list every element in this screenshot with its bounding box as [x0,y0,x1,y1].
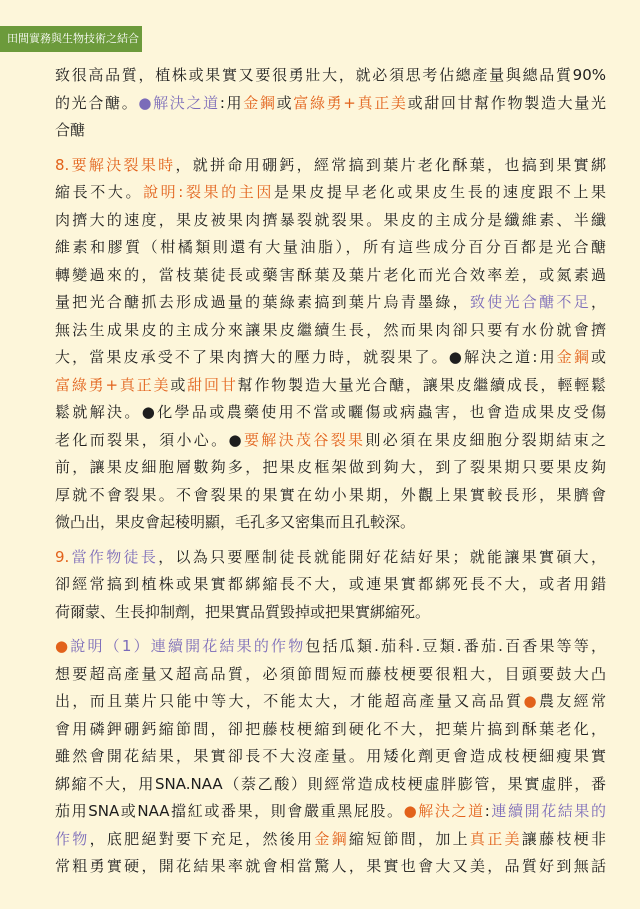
highlighted-text: ●解決之道 [403,802,485,820]
highlighted-text: 要解決茂谷裂果 [243,430,366,449]
chapter-header-title: 田間實務與生物技術之結合 [7,32,139,45]
text-line [55,344,606,372]
highlighted-text: 當作物徒長 [69,547,159,566]
text-line [55,399,606,427]
chapter-header-tab [0,26,142,52]
body-text: 卻經常搞到植株或果實都綁縮長不大，或連果實都綁死長不大，或者用錯 [55,575,606,593]
body-text: 出，而且葉片只能中等大，不能太大，才能超高產量又高品質 [55,692,524,710]
text-line [55,454,606,482]
text-line [55,482,606,510]
body-text: 微凸出，果皮會起稜明顯，毛孔多又密集而且孔較深。 [55,513,416,531]
highlighted-text: 金鋼 [314,829,349,848]
highlighted-text: 說明:裂果的主因 [143,183,274,201]
body-text: 包括瓜類.茄科.豆類.番茄.百香果等等， [305,637,607,655]
body-text: 或甜回甘幫作物製造大量光 [407,93,606,112]
highlighted-text: 說明（1）連續開花結果的作物 [70,637,306,655]
body-text: ，就拼命用硼鈣，經常搞到葉片老化酥葉，也搞到果實綁 [175,155,606,174]
body-text: 肉擠大的速度，果皮被果肉擠暴裂就裂果。果皮的主成分是纖維素、半纖 [55,210,606,229]
highlighted-text: ●解決之道 [138,93,220,112]
text-line [55,289,606,317]
body-text: 致很高品質，植株或果實又要很勇壯大，就必須思考佔總產量與總品質90% [55,66,606,84]
highlighted-text: 9. [55,547,70,566]
highlighted-text: 8.要解決裂果時 [55,155,176,174]
document-body [55,62,606,888]
text-line [55,62,606,90]
text-line [55,633,606,661]
body-text: 無法生成果皮的主成分來讓果皮繼續生長，然而果肉卻只要有水份就會擠 [55,320,606,339]
text-line [55,317,606,345]
text-line [55,716,606,744]
text-line [55,771,606,799]
body-text: 則必須在果皮細胞分裂期結束之 [365,430,606,449]
highlighted-text: 真正美 [469,829,522,848]
highlighted-text: 富綠勇+真正美 [293,93,408,112]
highlighted-text: 富綠勇+真正美 [55,375,171,394]
body-text: 或 [170,375,188,394]
body-text: 荷爾蒙、生長抑制劑，把果實品質毀掉或把果實綁縮死。 [55,602,431,621]
paragraph [55,633,606,881]
text-line [55,509,606,537]
body-text: 老化而裂果，須小心。● [55,430,244,449]
body-text: 量把光合醣抓去形成過量的葉綠素搞到葉片烏青墨綠， [55,293,470,311]
highlighted-text: 金鋼 [243,93,277,112]
highlighted-text: 甜回甘 [187,375,238,394]
text-line [55,234,606,262]
text-line [55,262,606,290]
text-line [55,688,606,716]
text-line [55,152,606,180]
body-text: 幫作物製造大量光合醣，讓果皮繼續成長，輕輕鬆 [237,375,606,394]
text-line [55,599,606,627]
body-text: 讓藤枝梗非 [521,829,606,848]
text-line [55,179,606,207]
body-text: 是果皮提早老化或果皮生長的速度跟不上果 [274,183,606,201]
body-text: 會用磷鉀硼鈣縮節間，卻把藤枝梗縮到硬化不大，把葉片搞到酥葉老化， [55,719,606,738]
body-text: : [484,802,490,820]
body-text: 合醣 [55,121,86,139]
body-text: 或 [276,93,294,112]
body-text: 常粗勇實硬，開花結果率就會相當驚人，果實也會大又美，品質好到無話 [55,857,606,875]
body-text: 縮長不大。 [55,183,144,201]
body-text: 鬆就解決。●化學品或農藥使用不當或曬傷或病蟲害，也會造成果皮受傷 [55,403,606,421]
body-text: 農友經常 [538,692,606,710]
body-text: ， [590,293,606,311]
body-text: 茄用SNA或NAA擋紅或番果，則會嚴重黑屁股。 [55,802,404,820]
highlighted-text: 作物 [55,829,90,848]
text-line [55,544,606,572]
body-text: 維素和膠質（柑橘類則還有大量油脂），所有這些成分百分百都是光合醣 [55,238,606,256]
body-text: 轉變過來的，當枝葉徒長或藥害酥葉及葉片老化而光合效率差，或氮素過 [55,265,606,284]
body-text: 或 [590,348,606,366]
paragraph [55,62,606,145]
text-line [55,661,606,689]
body-text: 厚就不會裂果。不會裂果的果實在幼小果期，外觀上果實較長形，果臍會 [55,485,606,504]
text-line [55,571,606,599]
body-text: 想要超高產量又超高品質，必須節間短而藤枝梗要很粗大，目頭要鼓大凸 [55,664,606,683]
body-text: 雖然會開花結果，果實卻長不大沒產量。用矮化劑更會造成枝梗細瘦果實 [55,747,606,765]
text-line [55,372,606,400]
text-line [55,207,606,235]
body-text: ，以為只要壓制徒長就能開好花結好果；就能讓果實碩大， [158,547,606,566]
body-text: 前，讓果皮細胞層數夠多，把果皮框架做到夠大，到了裂果期只要果皮夠 [55,458,606,476]
text-line [55,427,606,455]
body-text: :用 [219,93,244,112]
text-line [55,743,606,771]
body-text: 大，當果皮承受不了果肉擠大的壓力時，就裂果了。●解決之道:用 [55,348,557,366]
body-text: 縮短節間，加上 [348,829,470,848]
body-text: ，底肥絕對要下充足，然後用 [89,829,315,848]
highlighted-text: 金鋼 [556,348,591,366]
body-text: 綁縮不大，用SNA.NAA（萘乙酸）則經常造成枝梗虛胖膨管，果實虛胖，番 [55,774,606,793]
highlighted-text: 連續開花結果的 [489,802,606,820]
text-line [55,826,606,854]
highlighted-text: ● [55,637,71,655]
text-line [55,798,606,826]
text-line [55,853,606,881]
highlighted-text: 致使光合醣不足 [469,293,591,311]
text-line [55,117,606,145]
highlighted-text: ● [523,692,539,710]
text-line [55,90,606,118]
paragraph [55,544,606,627]
body-text: 的光合醣。 [55,93,139,112]
paragraph [55,152,606,537]
